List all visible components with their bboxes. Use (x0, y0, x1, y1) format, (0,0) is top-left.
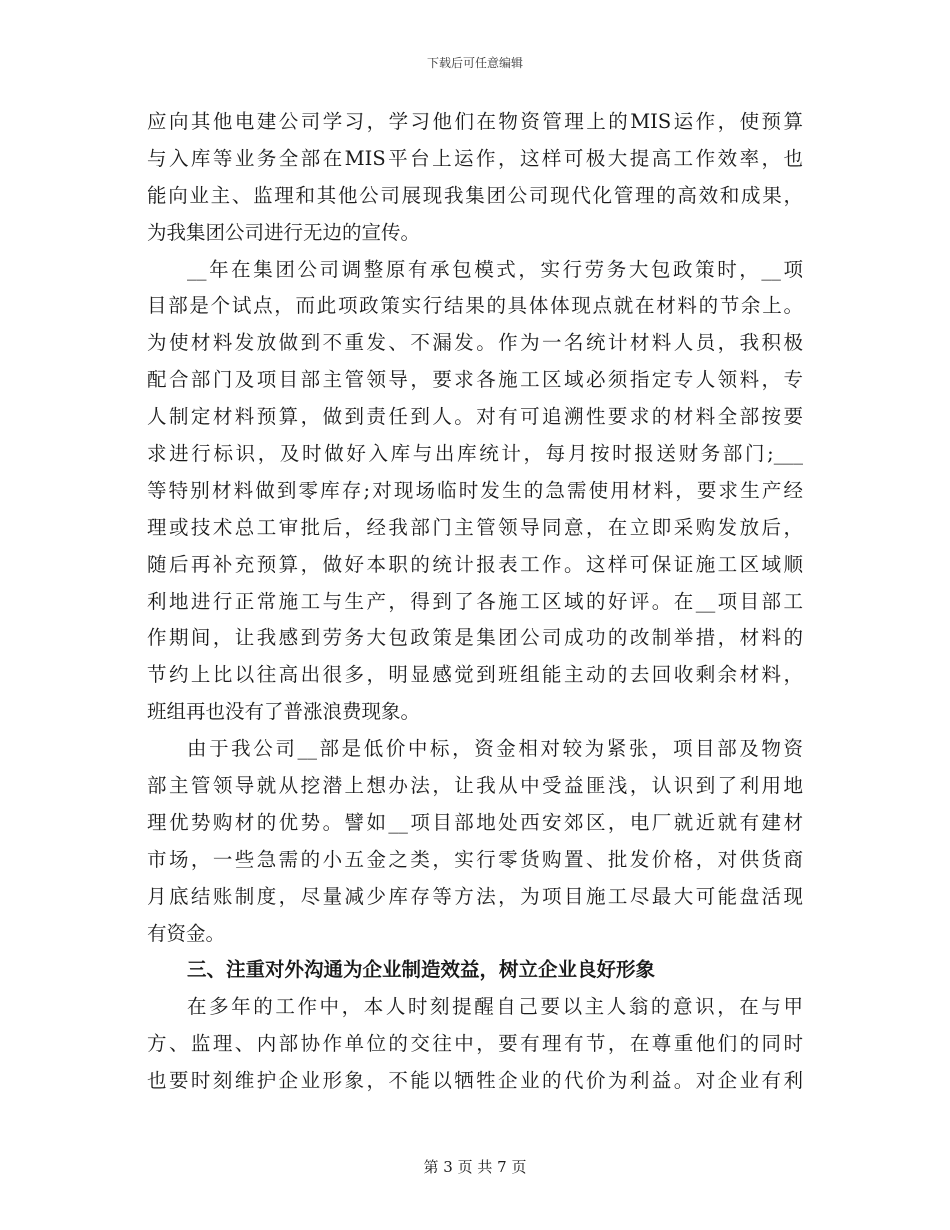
text-line: 班组再也没有了普涨浪费现象。 (147, 700, 421, 724)
text-line: 等特别材料做到零库存;对现场临时发生的急需使用材料，要求生产经 (147, 478, 803, 502)
text-line: 人制定材料预算，做到责任到人。对有可追溯性要求的材料全部按要 (147, 405, 803, 429)
text-line: 节约上比以往高出很多，明显感觉到班组能主动的去回收剩余材料， (147, 663, 803, 687)
text-line: 也要时刻维护企业形象，不能以牺牲企业的代价为利益。对企业有利 (147, 1069, 803, 1093)
text-line: 理优势购材的优势。譬如__项目部地处西安郊区，电厂就近就有建材 (147, 810, 803, 834)
section-heading: 三、注重对外沟通为企业制造效益，树立企业良好形象 (187, 958, 656, 982)
text-line: 在多年的工作中，本人时刻提醒自己要以主人翁的意识，在与甲 (187, 995, 803, 1019)
text-line: 随后再补充预算，做好本职的统计报表工作。这样可保证施工区域顺 (147, 552, 803, 576)
text-line: 部主管领导就从挖潜上想办法，让我从中受益匪浅，认识到了利用地 (147, 774, 803, 798)
text-line: 为使材料发放做到不重发、不漏发。作为一名统计材料人员，我积极 (147, 331, 803, 355)
text-line: 求进行标识，及时做好入库与出库统计，每月按时报送财务部门;___ (147, 442, 803, 466)
text-line: 与入库等业务全部在MIS平台上运作，这样可极大提高工作效率，也 (147, 146, 803, 170)
text-line: 理或技术总工审批后，经我部门主管领导同意，在立即采购发放后， (147, 515, 803, 539)
text-line: 应向其他电建公司学习，学习他们在物资管理上的MIS运作，使预算 (147, 110, 803, 133)
text-line: 配合部门及项目部主管领导，要求各施工区域必须指定专人领料，专 (147, 368, 803, 392)
text-line: 市场，一些急需的小五金之类，实行零货购置、批发价格，对供货商 (147, 847, 803, 871)
text-line: __年在集团公司调整原有承包模式，实行劳务大包政策时，__项 (187, 257, 803, 281)
text-line: 方、监理、内部协作单位的交往中，要有理有节，在尊重他们的同时 (147, 1032, 803, 1056)
text-line: 由于我公司__部是低价中标，资金相对较为紧张，项目部及物资 (187, 737, 803, 761)
text-line: 为我集团公司进行无边的宣传。 (147, 220, 421, 244)
page-number: 第 3 页 共 7 页 (423, 1158, 527, 1176)
text-line: 月底结账制度，尽量减少库存等方法，为项目施工尽最大可能盘活现 (147, 884, 803, 908)
document-body (147, 104, 803, 1100)
text-line: 能向业主、监理和其他公司展现我集团公司现代化管理的高效和成果， (147, 183, 803, 207)
text-line: 目部是个试点，而此项政策实行结果的具体体现点就在材料的节余上。 (147, 294, 803, 318)
text-line: 作期间，让我感到劳务大包政策是集团公司成功的改制举措，材料的 (147, 626, 803, 650)
header-note: 下载后可任意编辑 (426, 56, 523, 70)
text-line: 有资金。 (147, 921, 226, 945)
text-line: 利地进行正常施工与生产，得到了各施工区域的好评。在__项目部工 (147, 589, 803, 613)
